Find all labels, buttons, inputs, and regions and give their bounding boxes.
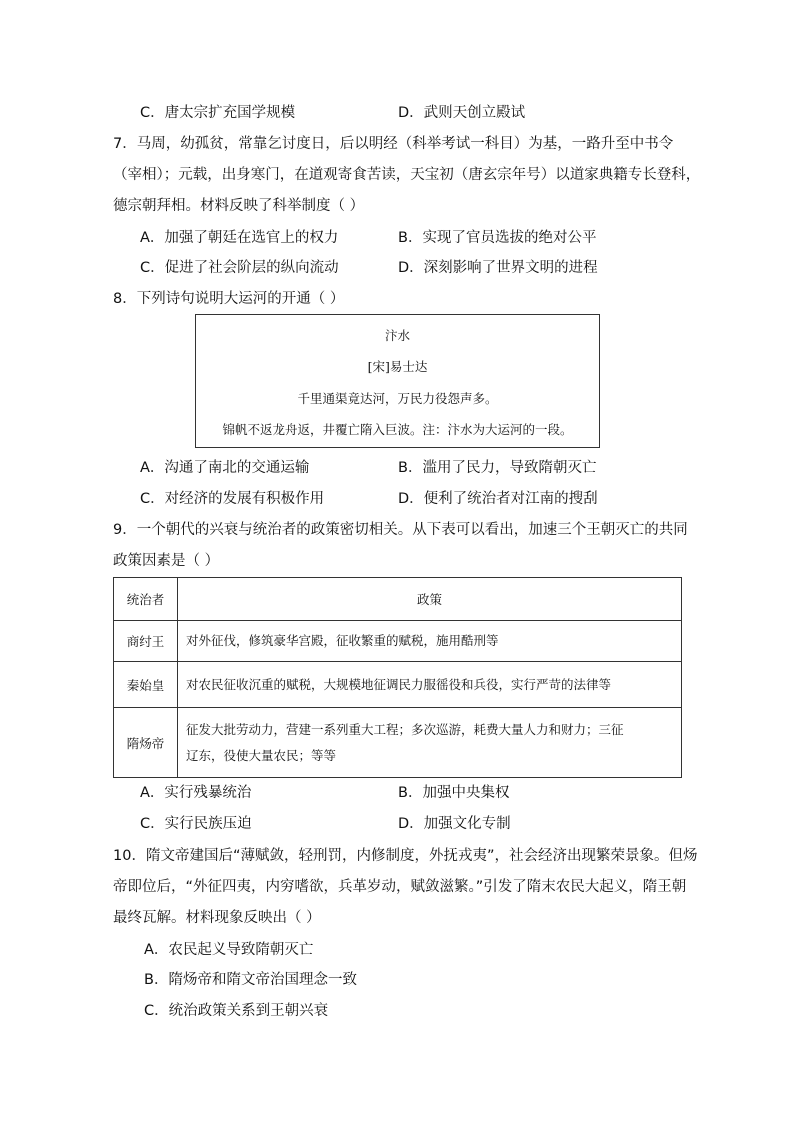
q7-stem-line-2: （宰相）；元载，出身寒门，在道观寄食苦读，天宝初（唐玄宗年号）以道家典籍专长登科， (113, 167, 701, 183)
q8-option-a[interactable]: A．沟通了南北的交通运输 (140, 460, 310, 476)
q7-option-c[interactable]: C．促进了社会阶层的纵向流动 (140, 260, 339, 276)
ruler-cell: 隋炀帝 (114, 708, 178, 778)
q8-option-d[interactable]: D．便利了统治者对江南的搜刮 (398, 491, 598, 507)
q9-option-c[interactable]: C．实行民族压迫 (140, 816, 252, 832)
q7-option-d[interactable]: D．深刻影响了世界文明的进程 (398, 260, 598, 276)
q9-option-a[interactable]: A．实行残暴统治 (140, 785, 252, 801)
policy-text-line-2: 辽东，役使大量农民；等等 (186, 747, 337, 763)
q8-stem: 8．下列诗句说明大运河的开通（ ） (113, 291, 345, 307)
policy-cell (178, 708, 682, 778)
q7-stem-line-3: 德宗朝拜相。材料反映了科举制度（ ） (113, 198, 365, 214)
policy-text: 对外征伐，修筑豪华宫殿，征收繁重的赋税，施用酷刑等 (186, 633, 499, 648)
header-policy: 政策 (178, 578, 682, 621)
table-row (114, 708, 682, 778)
poem-author: [宋]易士达 (367, 359, 428, 374)
policy-text: 对农民征收沉重的赋税，大规模地征调民力服徭役和兵役，实行严苛的法律等 (186, 676, 612, 692)
q10-stem-line-1: 10．隋文帝建国后“薄赋敛，轻刑罚，内修制度，外抚戎夷”，社会经济出现繁荣景象。但炀 (113, 848, 698, 864)
q9-option-b[interactable]: B．加强中央集权 (398, 785, 510, 801)
q8-option-b[interactable]: B．滥用了民力，导致隋朝灭亡 (398, 460, 597, 476)
policy-cell (178, 621, 682, 662)
poem-box (195, 314, 600, 448)
q9-stem-line-1: 9．一个朝代的兴衰与统治者的政策密切相关。从下表可以看出，加速三个王朝灭亡的共同 (113, 522, 688, 538)
table-row (114, 662, 682, 708)
table-header-row (114, 578, 682, 621)
q10-option-b[interactable]: B．隋炀帝和隋文帝治国理念一致 (144, 972, 357, 988)
q7-option-a[interactable]: A．加强了朝廷在选官上的权力 (140, 230, 339, 246)
ruler-cell: 秦始皇 (114, 662, 178, 708)
ruler-cell: 商纣王 (114, 621, 178, 662)
q6-option-c[interactable]: C．唐太宗扩充国学规模 (140, 105, 296, 121)
poem-line-1: 千里通渠竟达河，万民力役怨声多。 (297, 391, 498, 406)
q10-stem-line-3: 最终瓦解。材料现象反映出（ ） (113, 910, 321, 926)
q10-stem-line-2: 帝即位后，“外征四夷，内穷嗜欲，兵革岁动，赋敛滋繁。”引发了隋末农民大起义，隋王朝 (113, 879, 687, 895)
policy-table (113, 577, 682, 778)
q9-stem-line-2: 政策因素是（ ） (113, 553, 220, 569)
q7-stem-line-1: 7．马周，幼孤贫，常靠乞讨度日，后以明经（科举考试一科目）为基，一路升至中书令 (113, 136, 674, 152)
q10-option-c[interactable]: C．统治政策关系到王朝兴衰 (144, 1003, 329, 1019)
q8-option-c[interactable]: C．对经济的发展有积极作用 (140, 491, 325, 507)
header-ruler: 统治者 (114, 578, 178, 621)
q9-option-d[interactable]: D．加强文化专制 (398, 816, 511, 832)
poem-title: 汴水 (384, 328, 410, 343)
policy-text-line-1: 征发大批劳动力，营建一系列重大工程；多次巡游，耗费大量人力和财力；三征 (186, 721, 624, 737)
q7-option-b[interactable]: B．实现了官员选拔的绝对公平 (398, 230, 597, 246)
table-row (114, 621, 682, 662)
q6-option-d[interactable]: D．武则天创立殿试 (398, 105, 526, 121)
poem-line-2: 锦帆不返龙舟返，井覆亡隋入巨波。注：汴水为大运河的一段。 (222, 422, 573, 437)
policy-cell (178, 662, 682, 708)
q10-option-a[interactable]: A．农民起义导致隋朝灭亡 (144, 942, 314, 958)
